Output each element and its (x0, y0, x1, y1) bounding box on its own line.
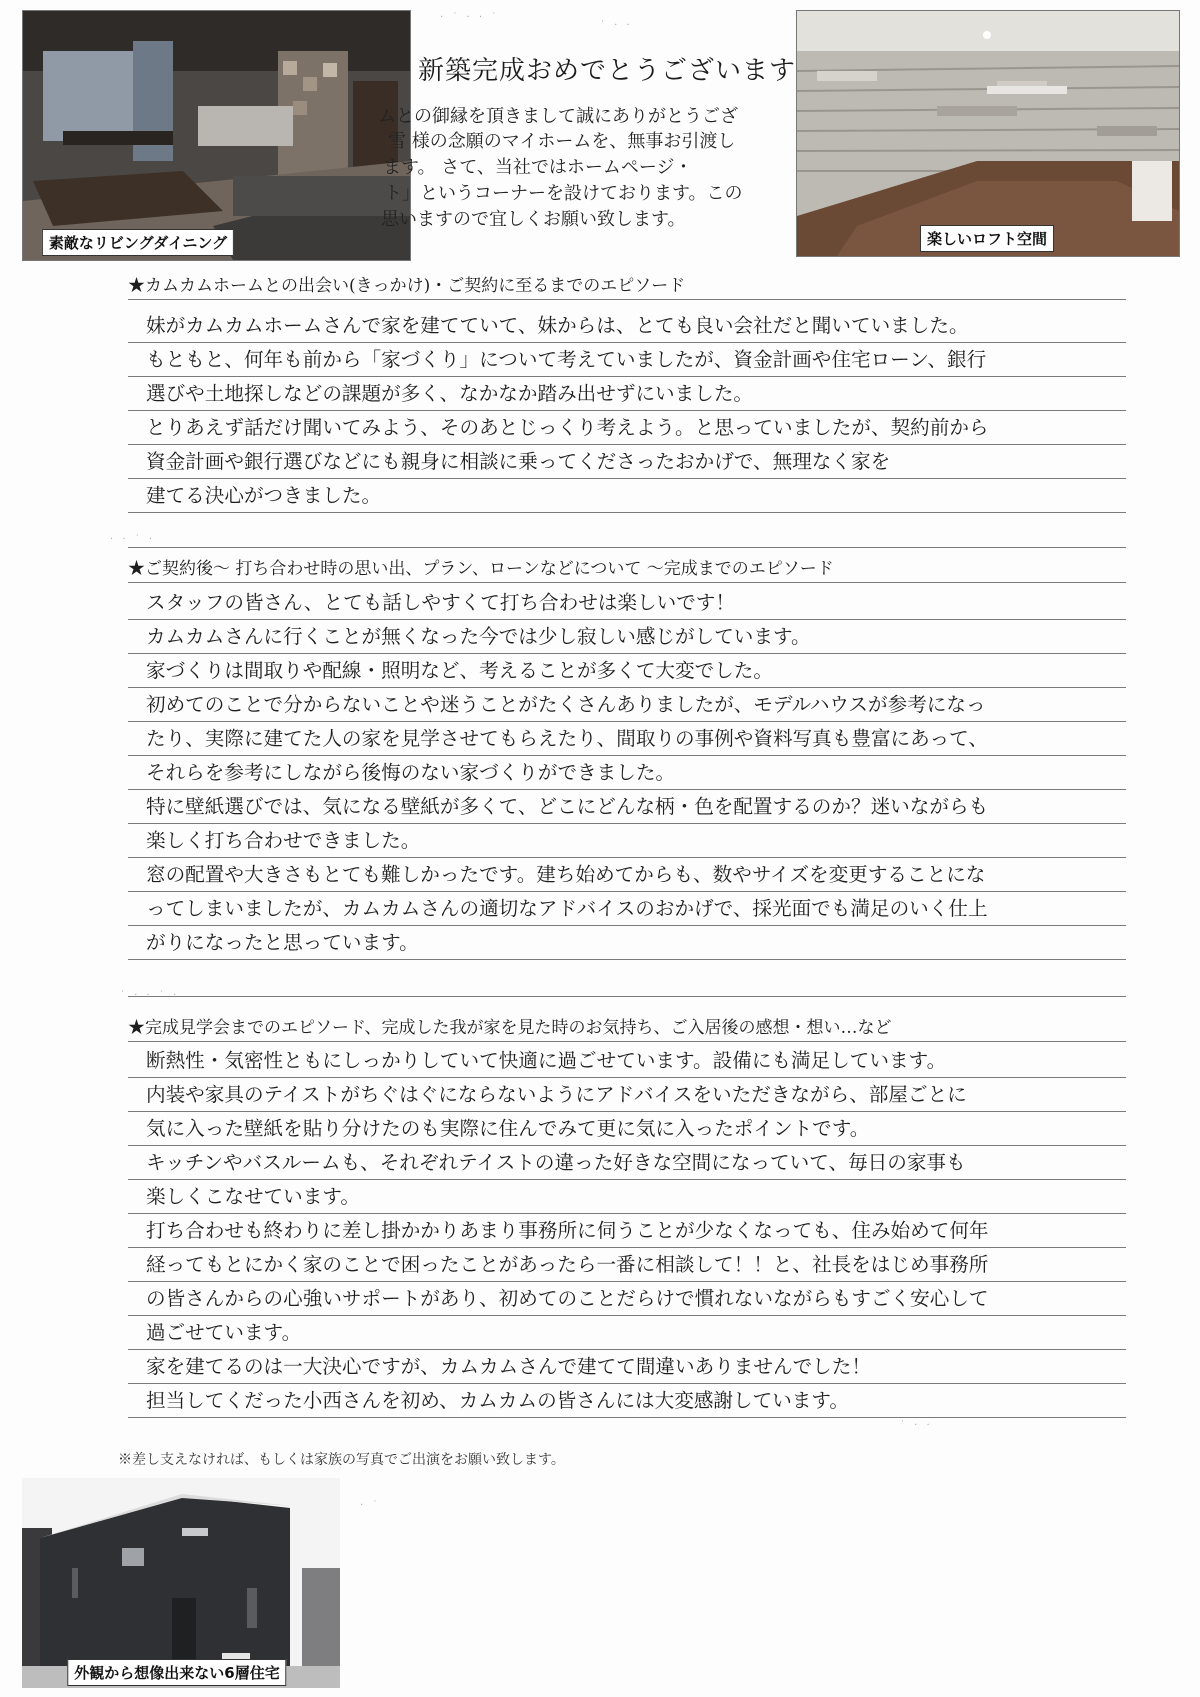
footnote: ※差し支えなければ、もしくは家族の写真でご出演をお願い致します。 (118, 1452, 565, 1468)
section-heading: ★完成見学会までのエピソード、完成した我が家を見た時のお気持ち、ご入居後の感想・想い…など (128, 1014, 1126, 1042)
section-line: 内装や家具のテイストがちぐはぐにならないようにアドバイスをいただきながら、部屋ごとに (128, 1078, 1126, 1112)
exterior-image (22, 1478, 340, 1688)
section-line: 楽しくこなせています。 (128, 1180, 1126, 1214)
scan-speck: · · ˙ · (110, 534, 156, 545)
section-line: 過ごせています。 (128, 1316, 1126, 1350)
section-line: スタッフの皆さん、とても話しやすくて打ち合わせは楽しいです！ (128, 586, 1126, 620)
greeting-line: 雪 様の念願のマイホームを、無事お引渡し (388, 131, 736, 151)
scan-speck: ˙ · · (900, 1420, 933, 1431)
blank-rule (128, 962, 1126, 997)
section-line: 特に壁紙選びでは、気になる壁紙が多くて、どこにどんな柄・色を配置するのか？迷いながらも (128, 790, 1126, 824)
section-line: ってしまいましたが、カムカムさんの適切なアドバイスのおかげで、採光面でも満足のいく仕上 (128, 892, 1126, 926)
section-line: とりあえず話だけ聞いてみよう、そのあとじっくり考えよう。と思っていましたが、契約前から (128, 411, 1126, 445)
exterior-photo (22, 1478, 340, 1688)
living-dining-photo (22, 10, 411, 261)
section-line: 建てる決心がつきました。 (128, 479, 1126, 513)
scan-speck: · ˙ · · ˙ (440, 12, 500, 23)
exterior-caption: 外観から想像出来ない6層住宅 (67, 1659, 286, 1686)
page-title: 新築完成おめでとうございます (418, 56, 797, 86)
section-line: キッチンやバスルームも、それぞれテイストの違った好きな空間になっていて、毎日の家事も (128, 1146, 1126, 1180)
living-dining-caption: 素敵なリビングダイニング (42, 229, 234, 256)
section-line: 打ち合わせも終わりに差し掛かかりあまり事務所に伺うことが少なくなっても、住み始めて何年 (128, 1214, 1126, 1248)
scan-speck: ˙ · · (600, 20, 633, 31)
section-line: の皆さんからの心強いサポートがあり、初めてのことだらけで慣れないながらもすごく安心して (128, 1282, 1126, 1316)
section-line: 初めてのことで分からないことや迷うことがたくさんありましたが、モデルハウスが参考になっ (128, 688, 1126, 722)
greeting-line: 思いますので宜しくお願い致します。 (381, 209, 686, 229)
section-line: 家を建てるのは一大決心ですが、カムカムさんで建てて間違いありませんでした！ (128, 1350, 1126, 1384)
section-line: 担当してくだった小西さんを初め、カムカムの皆さんには大変感謝しています。 (128, 1384, 1126, 1418)
section-heading: ★カムカムホームとの出会い(きっかけ)・ご契約に至るまでのエピソード (128, 272, 1126, 300)
section-line: 気に入った壁紙を貼り分けたのも実際に住んでみて更に気に入ったポイントです。 (128, 1112, 1126, 1146)
section-line: それらを参考にしながら後悔のない家づくりができました。 (128, 756, 1126, 790)
scan-speck: ˙ · · ˙ · (120, 990, 180, 1001)
greeting-line: ムとの御縁を頂きまして誠にありがとうござ (378, 106, 738, 126)
section-line: 経ってもとにかく家のことで困ったことがあったら一番に相談して！！と、社長をはじめ事務所 (128, 1248, 1126, 1282)
section-line: 楽しく打ち合わせできました。 (128, 824, 1126, 858)
loft-image (797, 11, 1179, 256)
section-line: 窓の配置や大きさもとても難しかったです。建ち始めてからも、数やサイズを変更することにな (128, 858, 1126, 892)
section-line: がりになったと思っています。 (128, 926, 1126, 960)
section-line: 選びや土地探しなどの課題が多く、なかなか踏み出せずにいました。 (128, 377, 1126, 411)
section-line: たり、実際に建てた人の家を見学させてもらえたり、間取りの事例や資料写真も豊富にあって、 (128, 722, 1126, 756)
greeting-line: ト」というコーナーを設けております。この (384, 183, 743, 203)
section-line: 断熱性・気密性ともにしっかりしていて快適に過ごせています。設備にも満足しています。 (128, 1044, 1126, 1078)
section-line: 資金計画や銀行選びなどにも親身に相談に乗ってくださったおかげで、無理なく家を (128, 445, 1126, 479)
section-heading: ★ご契約後～ 打ち合わせ時の思い出、プラン、ローンなどについて ～完成までのエピソード (128, 555, 1126, 583)
section-line: 妹がカムカムホームさんで家を建てていて、妹からは、とても良い会社だと聞いていました。 (128, 309, 1126, 343)
scan-speck: · ˙ (360, 1500, 381, 1511)
loft-photo (796, 10, 1180, 257)
section-line: カムカムさんに行くことが無くなった今では少し寂しい感じがしています。 (128, 620, 1126, 654)
section-line: 家づくりは間取りや配線・照明など、考えることが多くて大変でした。 (128, 654, 1126, 688)
living-dining-image (23, 11, 410, 260)
blank-rule (128, 513, 1126, 548)
greeting-line: ます。 さて、当社ではホームページ・ (383, 157, 693, 177)
loft-caption: 楽しいロフト空間 (920, 225, 1054, 252)
section-line: もともと、何年も前から「家づくり」について考えていましたが、資金計画や住宅ローン、銀行 (128, 343, 1126, 377)
